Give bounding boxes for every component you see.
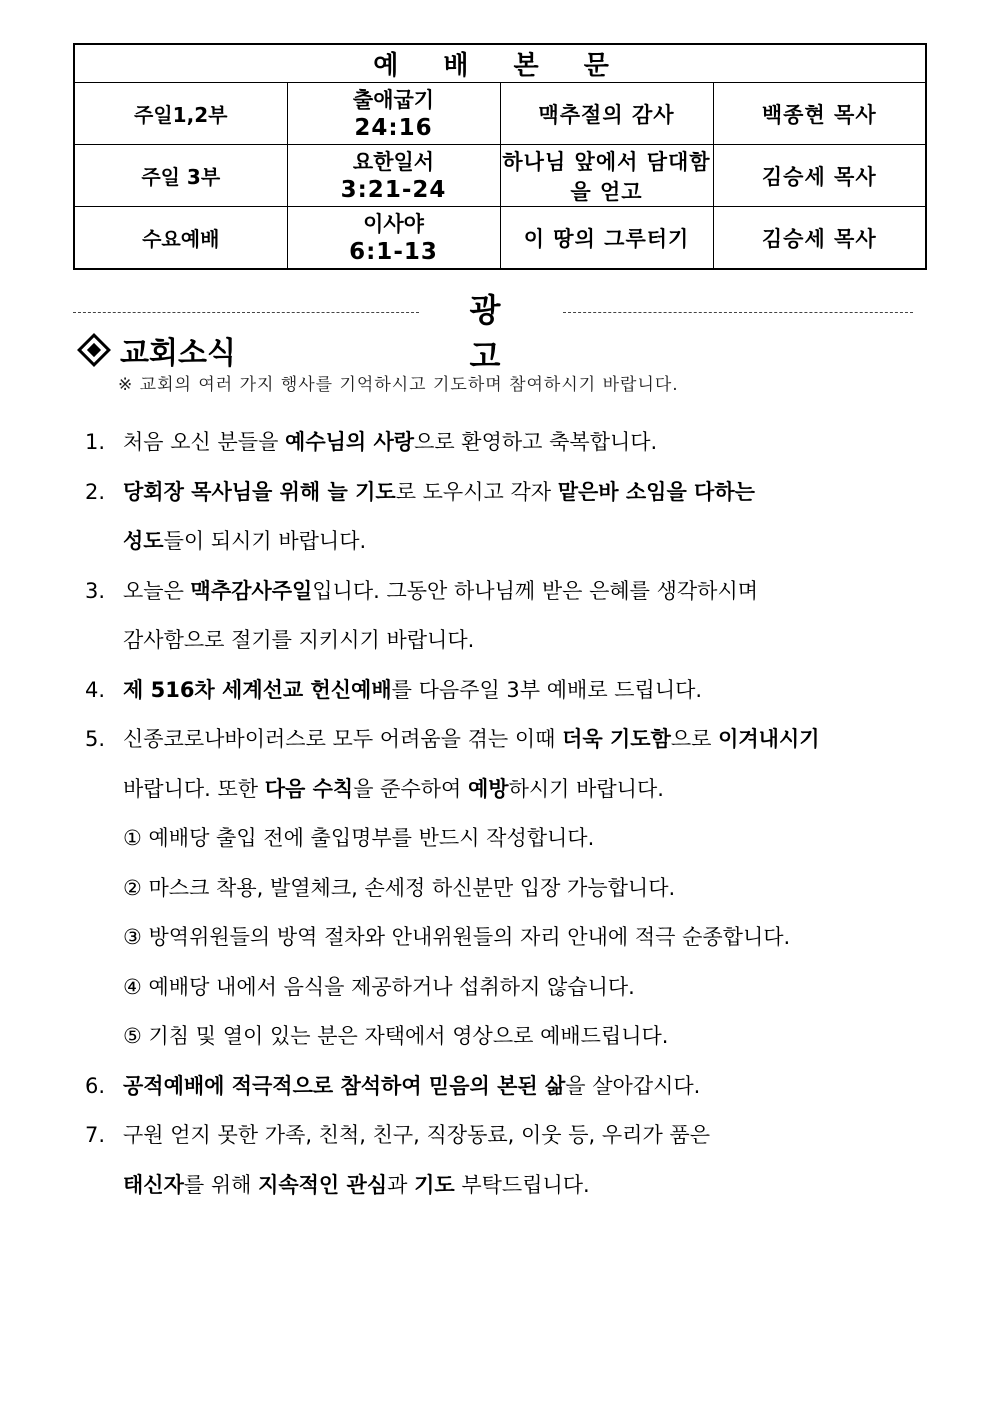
worship-scripture-table — [73, 43, 927, 270]
table-row — [74, 207, 926, 270]
emphasis-text: 이겨내시기 — [718, 727, 820, 751]
list-item-number: 7. — [85, 1123, 106, 1147]
scripture-book: 요한일서 — [352, 149, 435, 174]
list-item — [85, 517, 945, 567]
scripture-reference — [287, 145, 500, 207]
emphasis-text: 기도 — [414, 1172, 455, 1197]
list-item-sub: ③ 방역위원들의 방역 절차와 안내위원들의 자리 안내에 적극 순종합니다. — [123, 925, 791, 949]
list-item — [85, 715, 945, 765]
worship-table-title: 예 배 본 문 — [74, 44, 926, 83]
emphasis-text: 예방 — [468, 776, 509, 801]
body-text: 를 위해 — [183, 1172, 259, 1197]
church-news-title: 교회소식 — [120, 336, 236, 371]
scripture-reference — [287, 83, 500, 145]
list-item — [85, 567, 945, 617]
service-name: 수요예배 — [74, 207, 287, 270]
list-item-number: 3. — [85, 578, 106, 603]
sermon-title: 맥추절의 감사 — [500, 83, 713, 145]
scripture-book: 출애굽기 — [352, 87, 435, 112]
body-text: 처음 오신 분들을 — [123, 430, 286, 454]
body-text: 신종코로나바이러스로 모두 어려움을 겪는 이때 — [123, 727, 563, 751]
emphasis-text: 공적예배에 적극적으로 참석하여 믿음의 본된 삶 — [123, 1073, 566, 1098]
body-text: 으로 환영하고 축복합니다. — [414, 430, 658, 454]
emphasis-text: 지속적인 관심 — [258, 1172, 388, 1197]
body-text: 입니다. 그동안 하나님께 받은 은혜를 생각하시며 — [312, 578, 759, 603]
body-text: 을 살아갑시다. — [565, 1073, 701, 1098]
scripture-verse: 3:21-24 — [340, 176, 447, 203]
list-item — [85, 418, 945, 468]
list-item — [85, 1111, 945, 1161]
list-item-sub: ② 마스크 착용, 발열체크, 손세정 하신분만 입장 가능합니다. — [123, 875, 676, 900]
body-text: 바랍니다. 또한 — [123, 776, 265, 801]
list-item-number: 4. — [85, 677, 106, 702]
list-item-number: 6. — [85, 1073, 106, 1098]
list-item — [85, 765, 945, 815]
scripture-reference — [287, 207, 500, 270]
table-row — [74, 83, 926, 145]
emphasis-text: 더욱 기도함 — [562, 727, 671, 751]
list-item — [85, 666, 945, 716]
list-item-number: 1. — [85, 430, 106, 454]
dashed-divider-right — [563, 312, 913, 313]
church-news-notice: ※ 교회의 여러 가지 행사를 기억하시고 기도하며 참여하시기 바랍니다. — [118, 375, 679, 395]
body-text: 구원 얻지 못한 가족, 친척, 친구, 직장동료, 이웃 등, 우리가 품은 — [123, 1123, 710, 1147]
emphasis-text: 태신자 — [123, 1172, 184, 1197]
body-text: 오늘은 — [123, 578, 191, 603]
body-text: 부탁드립니다. — [454, 1172, 590, 1197]
list-item — [85, 1062, 945, 1112]
body-text: 들이 되시기 바랍니다. — [163, 529, 367, 553]
table-row — [74, 145, 926, 207]
service-name: 주일1,2부 — [74, 83, 287, 145]
worship-table-section — [73, 43, 927, 270]
list-item-number: 5. — [85, 727, 106, 751]
list-item-sub: ⑤ 기침 및 열이 있는 분은 자택에서 영상으로 예배드립니다. — [123, 1024, 669, 1048]
emphasis-text: 당회장 목사님을 위해 늘 기도 — [123, 479, 396, 504]
body-text: 을 준수하여 — [353, 776, 468, 801]
body-text: 으로 — [670, 727, 719, 751]
emphasis-text: 제 516차 세계선교 헌신예배 — [123, 677, 392, 702]
sermon-title: 이 땅의 그루터기 — [500, 207, 713, 270]
announcements-title: 광 고 — [469, 291, 525, 375]
emphasis-text: 성도 — [123, 529, 164, 553]
emphasis-text: 다음 수칙 — [264, 776, 354, 801]
emphasis-text: 맥추감사주일 — [190, 578, 313, 603]
body-text: 과 — [387, 1172, 415, 1197]
preacher-name: 백종현 목사 — [713, 83, 926, 145]
list-item — [85, 616, 945, 666]
list-item — [85, 468, 945, 518]
body-text: 로 도우시고 각자 — [395, 479, 558, 504]
dashed-divider-left — [73, 312, 419, 313]
announcement-list — [85, 418, 945, 1210]
list-item-sub: ④ 예배당 내에서 음식을 제공하거나 섭취하지 않습니다. — [123, 974, 635, 999]
list-item-number: 2. — [85, 479, 106, 504]
service-name: 주일 3부 — [74, 145, 287, 207]
list-item-sub: ① 예배당 출입 전에 출입명부를 반드시 작성합니다. — [123, 826, 595, 850]
emphasis-text: 예수님의 사랑 — [285, 430, 415, 454]
body-text: 를 다음주일 3부 예배로 드립니다. — [391, 677, 703, 702]
body-text: 감사함으로 절기를 지키시기 바랍니다. — [123, 628, 475, 652]
church-news-heading — [78, 328, 236, 372]
list-item — [85, 1161, 945, 1211]
body-text: 하시기 바랍니다. — [508, 776, 664, 801]
diamond-bullet-icon — [77, 333, 111, 367]
preacher-name: 김승세 목사 — [713, 145, 926, 207]
scripture-verse: 6:1-13 — [349, 238, 438, 265]
scripture-book: 이사야 — [363, 211, 424, 236]
emphasis-text: 맡은바 소임을 다하는 — [557, 479, 755, 504]
preacher-name: 김승세 목사 — [713, 207, 926, 270]
sermon-title: 하나님 앞에서 담대함을 얻고 — [500, 145, 713, 207]
scripture-verse: 24:16 — [354, 114, 433, 141]
